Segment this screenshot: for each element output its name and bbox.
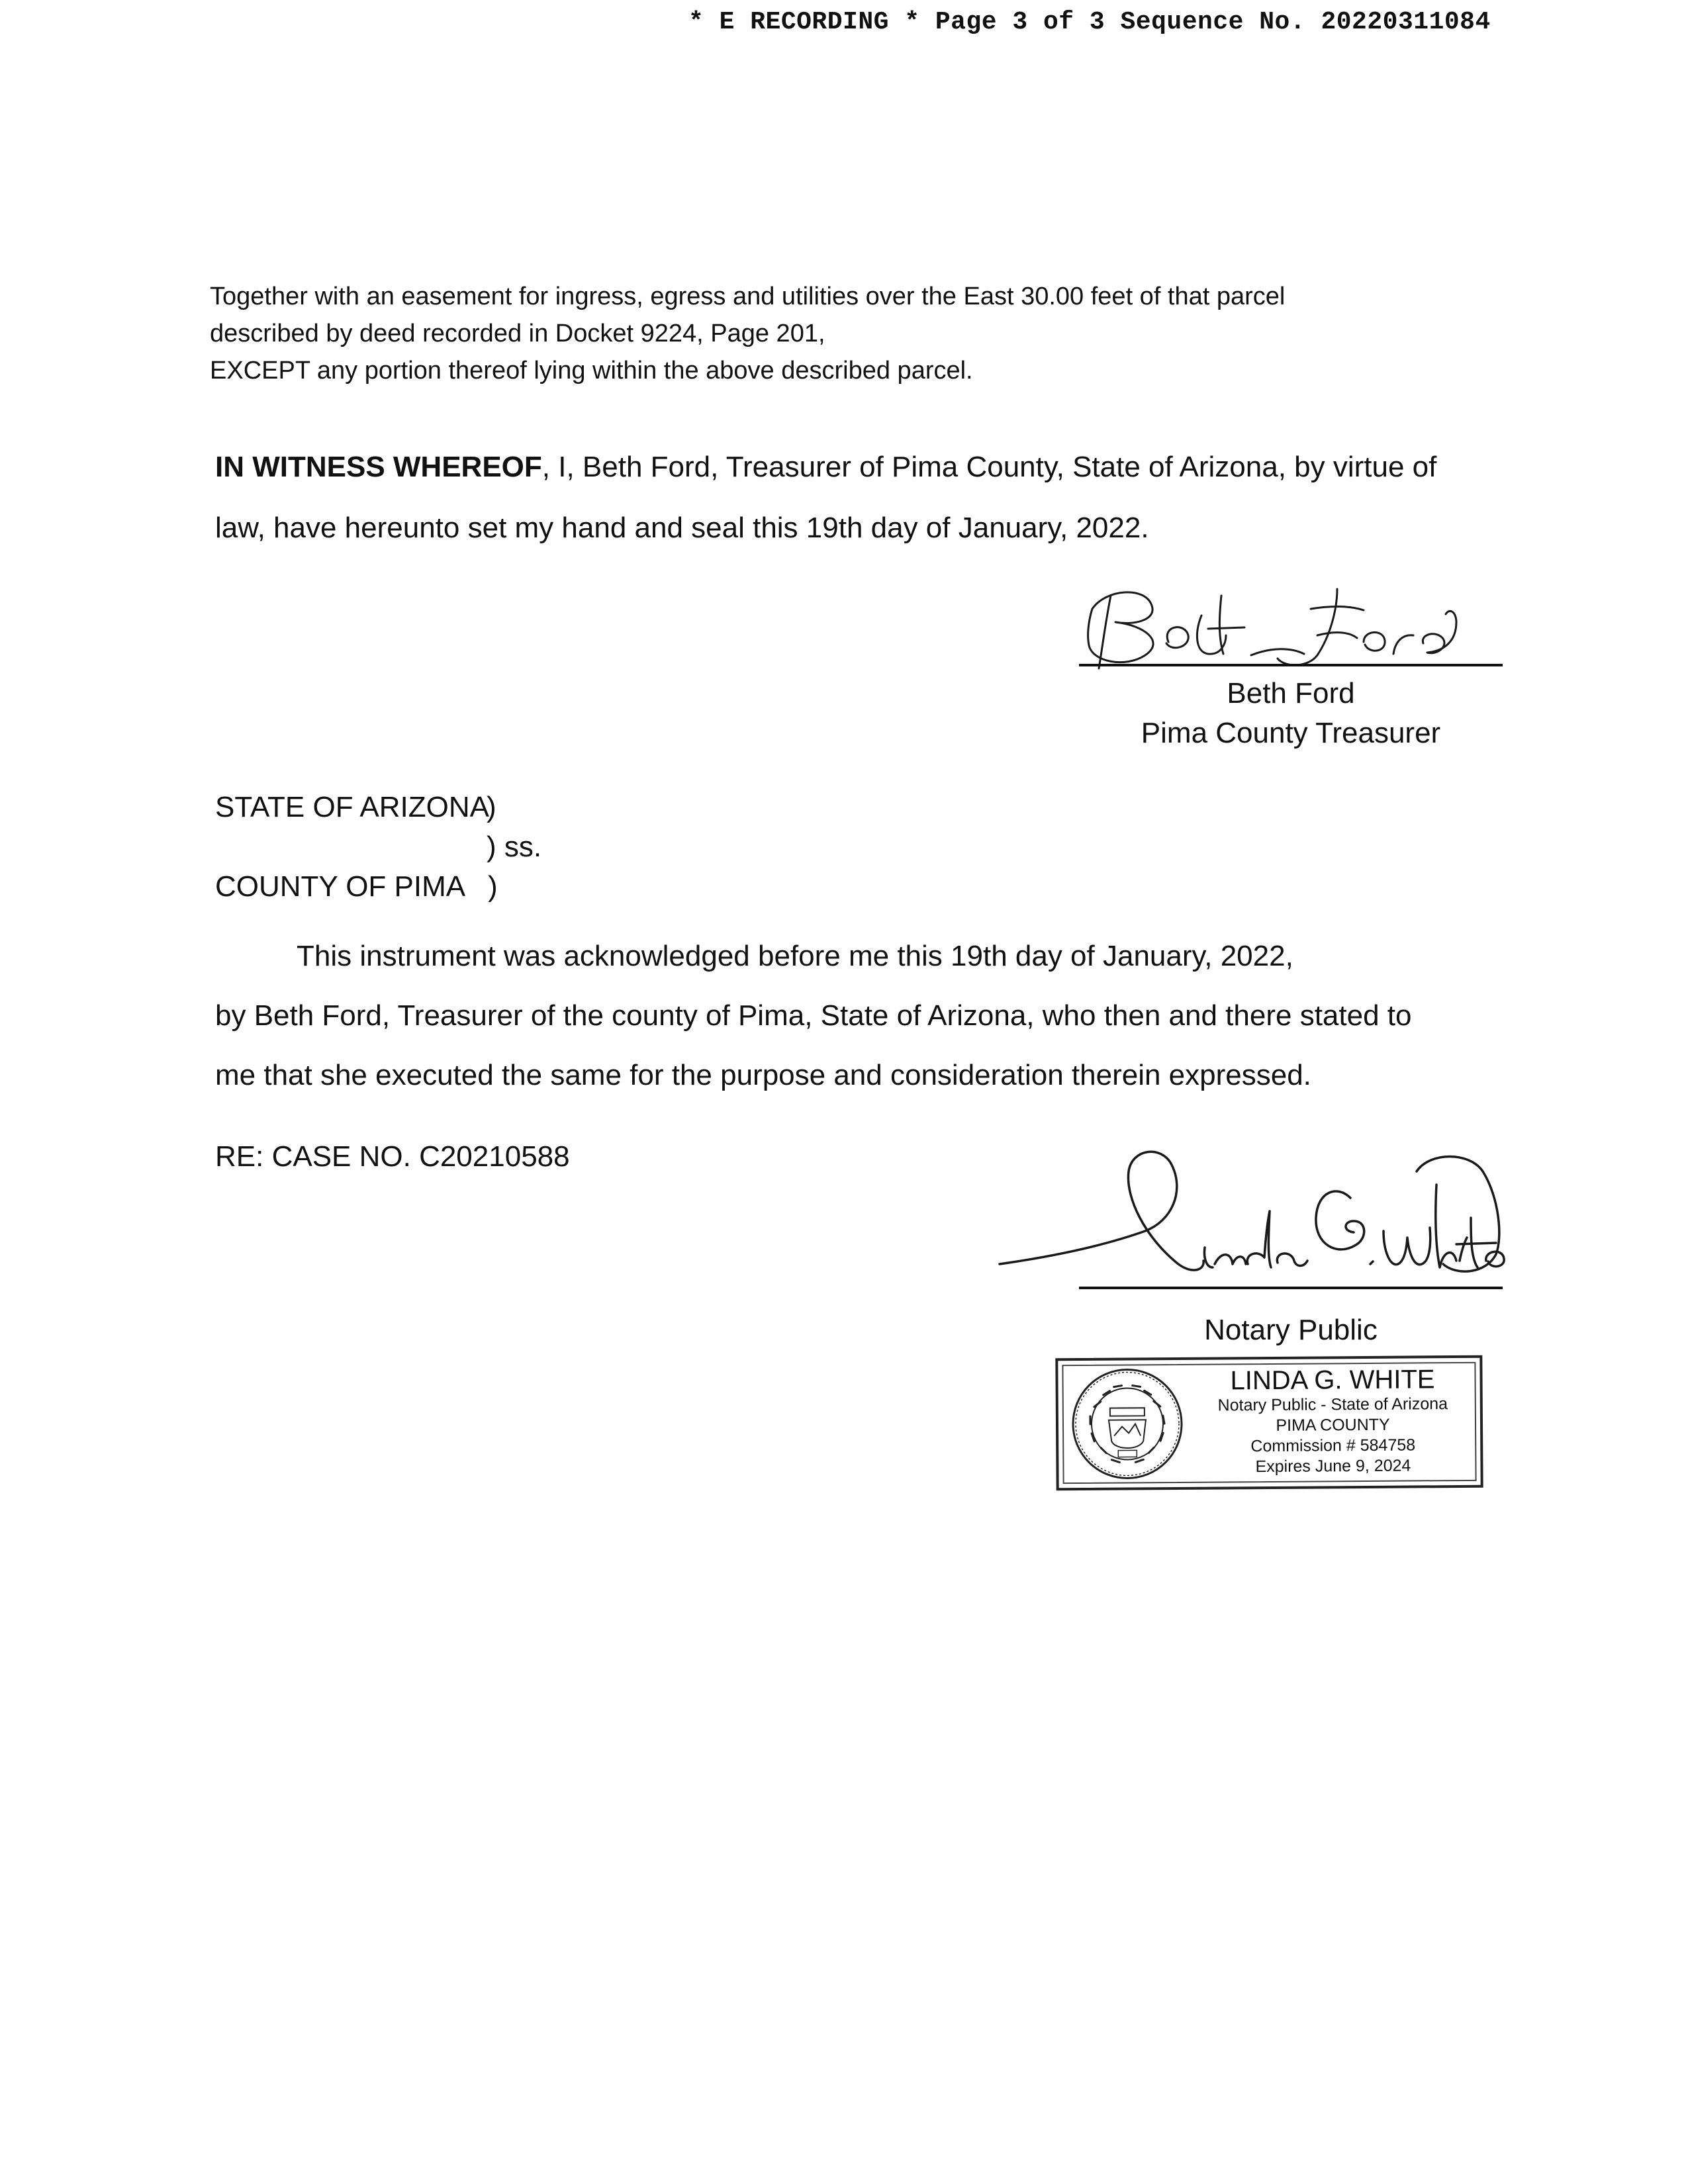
easement-line: described by deed recorded in Docket 9224, Page 201, (210, 320, 825, 347)
treasurer-signature (1053, 569, 1476, 675)
witness-line-2: law, have hereunto set my hand and seal this 19th day of January, 2022. (215, 512, 1149, 544)
venue-paren: ) (488, 870, 498, 903)
treasurer-title: Pima County Treasurer (1141, 717, 1441, 749)
acknowledgment-line-1: This instrument was acknowledged before me this 19th day of January, 2022, (297, 940, 1293, 972)
treasurer-signature-line (1079, 664, 1503, 666)
notary-title: Notary Public (1204, 1314, 1378, 1346)
notary-stamp (1055, 1355, 1483, 1490)
notary-stamp-expiration: Expires June 9, 2024 (1255, 1456, 1411, 1477)
easement-line: Together with an easement for ingress, egress and utilities over the East 30.00 feet of that parcel (210, 283, 1286, 310)
acknowledgment-paragraph (215, 927, 1506, 1105)
acknowledgment-line-2: by Beth Ford, Treasurer of the county of Pima, State of Arizona, who then and there stated to (215, 999, 1412, 1032)
notary-stamp-name: LINDA G. WHITE (1230, 1365, 1435, 1396)
witness-paragraph (215, 437, 1506, 559)
witness-line-1-text: , I, Beth Ford, Treasurer of Pima County, State of Arizona, by virtue of (541, 451, 1437, 483)
venue-county-row (215, 867, 498, 907)
notary-stamp-county: PIMA COUNTY (1276, 1415, 1390, 1435)
venue-paren: ) (487, 791, 496, 823)
venue-ss-row (215, 827, 542, 867)
state-seal-icon (1070, 1367, 1184, 1481)
treasurer-name: Beth Ford (1227, 677, 1355, 709)
notary-stamp-commission: Commission # 584758 (1250, 1435, 1416, 1456)
venue-state-row (215, 788, 496, 827)
venue-block (215, 788, 542, 907)
venue-county: COUNTY OF PIMA (215, 870, 466, 903)
treasurer-block (1079, 674, 1503, 753)
witness-bold-lead: IN WITNESS WHEREOF (215, 451, 542, 483)
acknowledgment-line-3: me that she executed the same for the purpose and consideration therein expressed. (215, 1059, 1311, 1091)
venue-state: STATE OF ARIZONA (215, 791, 489, 823)
easement-paragraph (210, 278, 1468, 389)
easement-line: EXCEPT any portion thereof lying within the above described parcel. (210, 357, 973, 385)
case-number: RE: CASE NO. C20210588 (215, 1140, 570, 1173)
recording-header: * E RECORDING * Page 3 of 3 Sequence No. 20220311084 (688, 8, 1491, 36)
notary-stamp-text (1190, 1365, 1475, 1478)
venue-ss: ) ss. (487, 831, 542, 863)
notary-signature-line (1079, 1287, 1503, 1289)
witness-line-1 (215, 437, 1506, 498)
notary-signature (993, 1132, 1523, 1291)
notary-stamp-state: Notary Public - State of Arizona (1217, 1394, 1448, 1415)
